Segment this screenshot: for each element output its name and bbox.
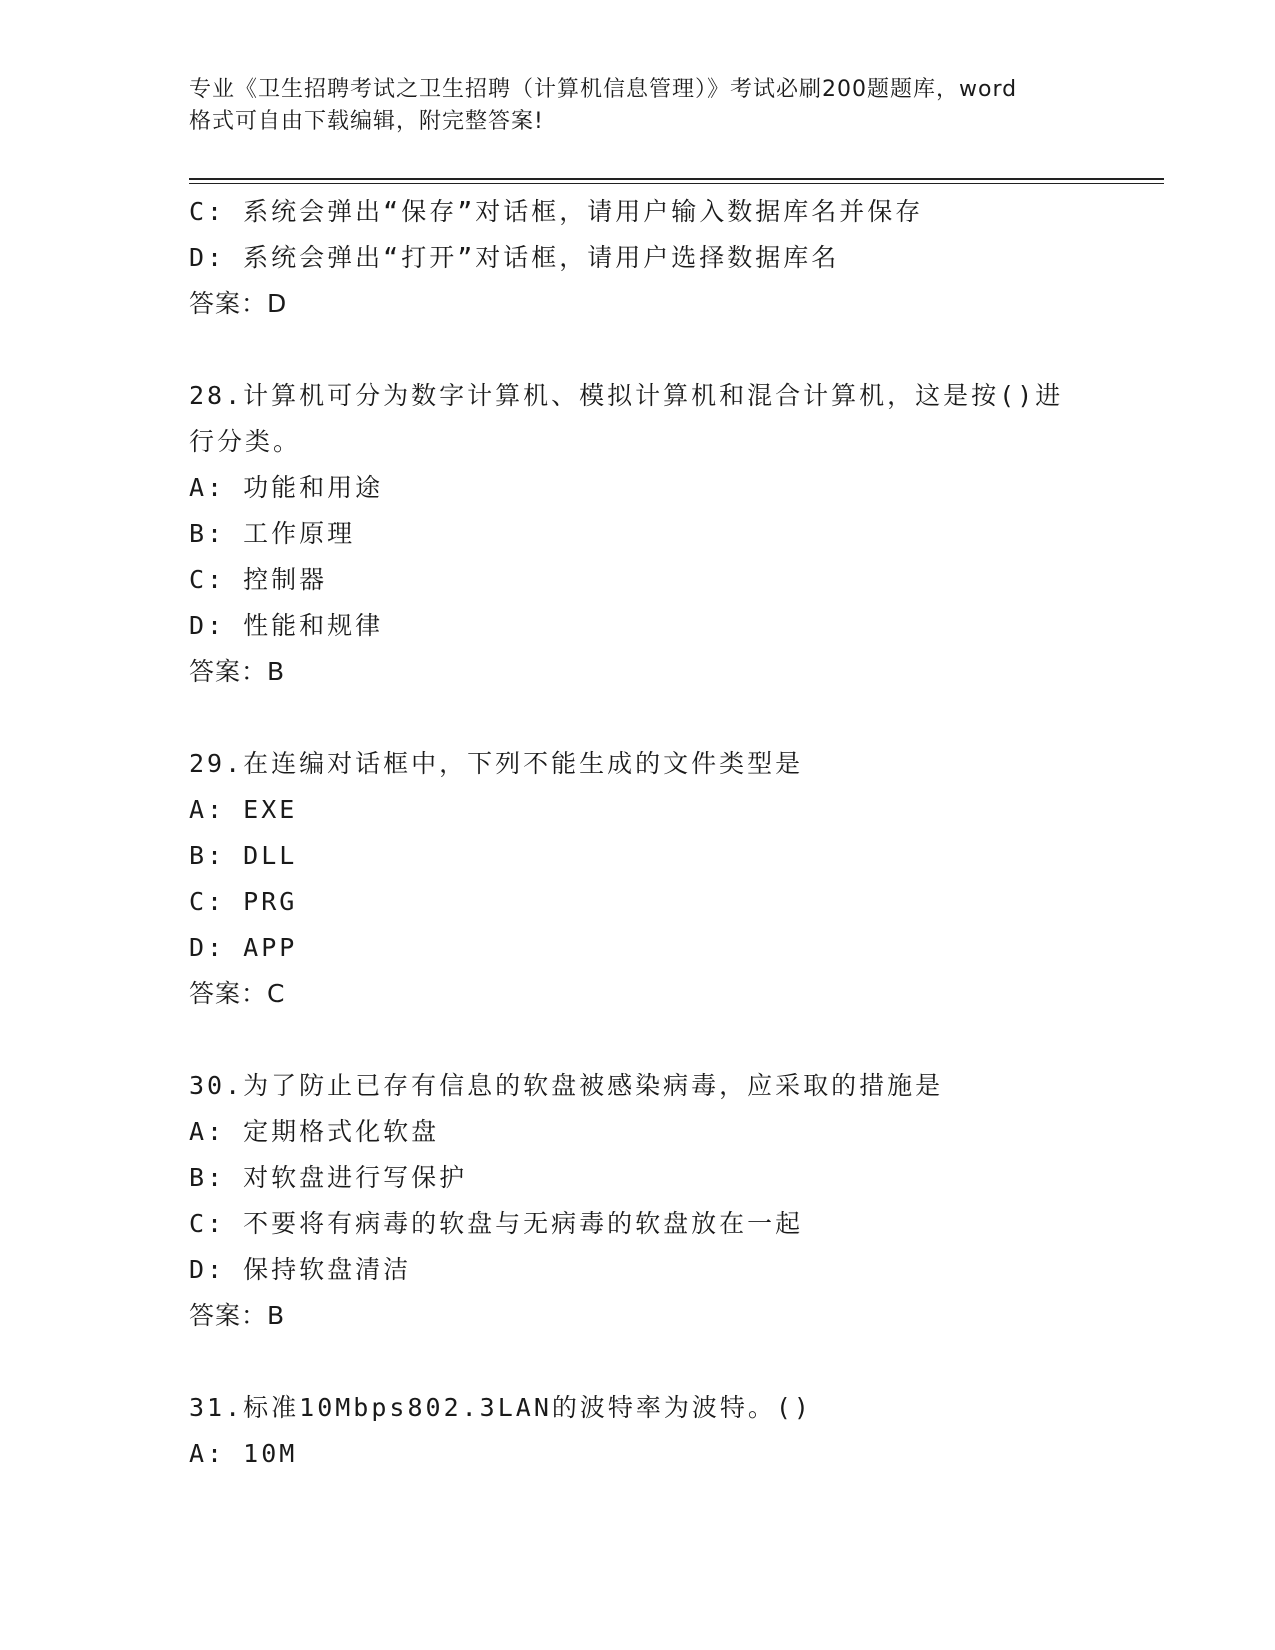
header-rule-thick — [189, 178, 1164, 180]
option-d: D: 系统会弹出“打开”对话框，请用户选择数据库名 — [189, 243, 840, 272]
question-stem: 30.为了防止已存有信息的软盘被感染病毒，应采取的措施是 — [189, 1071, 944, 1100]
question-28 — [189, 373, 1089, 695]
option-b: B: 对软盘进行写保护 — [189, 1163, 468, 1192]
option-c: C: 不要将有病毒的软盘与无病毒的软盘放在一起 — [189, 1209, 804, 1238]
header-line-2: 格式可自由下载编辑，附完整答案! — [189, 109, 544, 134]
spacer — [189, 1017, 1089, 1063]
option-a: A: 定期格式化软盘 — [189, 1117, 440, 1146]
question-31 — [189, 1385, 1089, 1477]
answer-label: 答案：C — [189, 979, 286, 1008]
option-c: C: 系统会弹出“保存”对话框，请用户输入数据库名并保存 — [189, 197, 924, 226]
question-stem: 28.计算机可分为数字计算机、模拟计算机和混合计算机，这是按()进行分类。 — [189, 381, 1064, 456]
option-d: D: 性能和规律 — [189, 611, 384, 640]
question-list — [189, 189, 1089, 1477]
header-line-1: 专业《卫生招聘考试之卫生招聘（计算机信息管理）》考试必刷200题题库，word — [189, 77, 1018, 102]
question-29 — [189, 741, 1089, 1017]
option-c: C: PRG — [189, 887, 298, 916]
spacer — [189, 695, 1089, 741]
question-stem: 29.在连编对话框中，下列不能生成的文件类型是 — [189, 749, 804, 778]
option-b: B: 工作原理 — [189, 519, 356, 548]
option-a: A: 10M — [189, 1439, 298, 1468]
spacer — [189, 1339, 1089, 1385]
document-header — [189, 74, 1089, 138]
option-a: A: EXE — [189, 795, 298, 824]
question-27-tail — [189, 189, 1089, 327]
header-rule-thin — [189, 183, 1164, 184]
option-d: D: APP — [189, 933, 298, 962]
option-d: D: 保持软盘清洁 — [189, 1255, 412, 1284]
option-c: C: 控制器 — [189, 565, 328, 594]
option-b: B: DLL — [189, 841, 298, 870]
question-30 — [189, 1063, 1089, 1339]
question-stem: 31.标准10Mbps802.3LAN的波特率为波特。() — [189, 1393, 812, 1422]
option-a: A: 功能和用途 — [189, 473, 384, 502]
answer-label: 答案：B — [189, 657, 286, 686]
answer-label: 答案：B — [189, 1301, 286, 1330]
answer-label: 答案：D — [189, 289, 288, 318]
spacer — [189, 327, 1089, 373]
